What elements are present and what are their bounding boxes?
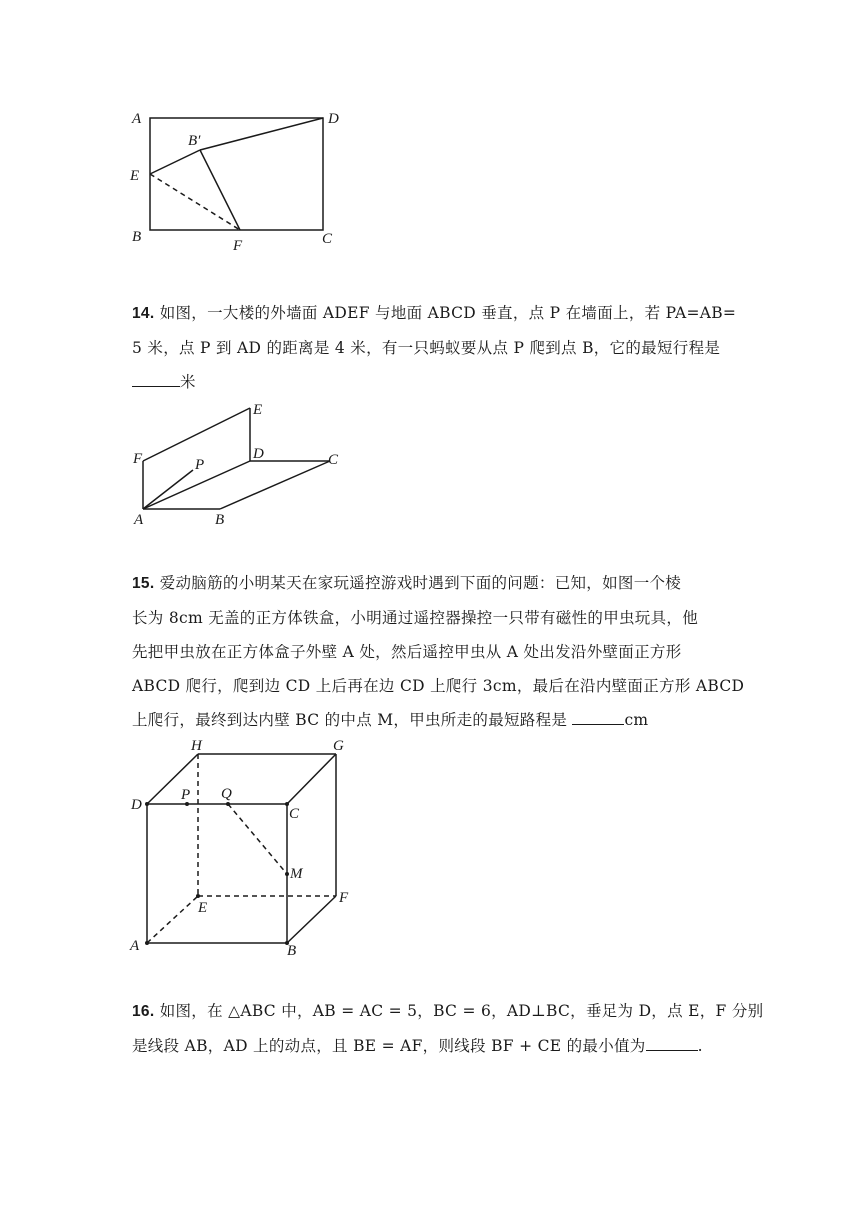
label-d: D	[131, 797, 142, 813]
label-b: B	[215, 512, 225, 528]
label-f: F	[339, 890, 349, 906]
problem-number: 16.	[132, 1003, 155, 1020]
problem-number: 14.	[132, 305, 155, 322]
problem-15-line-2: 长为 8cm 无盖的正方体铁盒，小明通过遥控器操控一只带有磁性的甲虫玩具，他	[132, 609, 698, 627]
label-e: E	[198, 900, 208, 916]
problem-14-line-1	[132, 296, 737, 331]
segment-b-prime-d	[200, 118, 323, 150]
label-a: A	[134, 512, 144, 528]
face-abcd	[147, 804, 287, 943]
problem-15	[132, 566, 745, 737]
problem-16-text-1: 如图，在 △ABC 中，AB = AC = 5，BC = 6，AD⊥BC，垂足为 D，点 E，F 分别	[159, 1002, 764, 1020]
problem-15-line-1	[132, 566, 732, 601]
problem-14-unit: 米	[180, 373, 196, 391]
problem-14	[132, 296, 737, 399]
label-a: A	[132, 111, 142, 127]
label-p: P	[181, 787, 191, 803]
edge-b-c	[220, 461, 330, 509]
problem-number: 15.	[132, 575, 155, 592]
label-e: E	[253, 402, 263, 418]
label-a: A	[130, 938, 140, 954]
problem-14-line-2: 5 米，点 P 到 AD 的距离是 4 米，有一只蚂蚁要从点 P 爬到点 B，它的最短行程是	[132, 339, 721, 357]
label-c: C	[328, 452, 339, 468]
edge-d-h	[147, 754, 198, 804]
problem-15-line-3: 先把甲虫放在正方体盒子外壁 A 处，然后遥控甲虫从 A 处出发沿外壁面正方形	[132, 643, 682, 661]
label-c: C	[289, 806, 300, 822]
problem-15-line-4: ABCD 爬行，爬到边 CD 上后再在边 CD 上爬行 3cm，最后在沿内壁面正方形 ABCD	[132, 677, 745, 695]
label-g: G	[333, 738, 344, 754]
path-q-m-dashed	[228, 804, 287, 874]
figure-15-cube	[125, 735, 365, 960]
edge-f-e	[143, 408, 250, 461]
point-m	[285, 872, 289, 876]
segment-e-b-prime	[150, 150, 200, 174]
point-a	[145, 941, 149, 945]
problem-14-text-1: 如图，一大楼的外墙面 ADEF 与地面 ABCD 垂直，点 P 在墙面上，若 PA=AB=	[159, 304, 737, 322]
label-m: M	[290, 866, 303, 882]
label-c: C	[322, 231, 333, 247]
label-b: B	[287, 943, 297, 959]
problem-15-text-5: 上爬行，最终到达内壁 BC 的中点 M，甲虫所走的最短路程是	[132, 711, 568, 729]
problem-15-text-1: 爱动脑筋的小明某天在家玩遥控游戏时遇到下面的问题：已知，如图一个棱	[159, 574, 682, 592]
edge-f-b	[287, 896, 336, 943]
edge-g-c	[287, 754, 336, 804]
point-d	[145, 802, 149, 806]
label-d: D	[328, 111, 339, 127]
problem-16-line-1	[132, 994, 764, 1029]
answer-blank[interactable]	[132, 368, 180, 387]
point-e	[196, 894, 200, 898]
problem-14-line-3	[132, 365, 732, 399]
problem-15-unit: cm	[624, 711, 649, 729]
label-f: F	[133, 451, 143, 467]
point-q	[226, 802, 230, 806]
label-h: H	[191, 738, 202, 754]
label-e: E	[130, 168, 140, 184]
label-b: B	[132, 229, 142, 245]
problem-16	[132, 994, 764, 1063]
problem-16-line-2	[132, 1029, 732, 1063]
label-d: D	[253, 446, 264, 462]
figure-13-rectangle-fold	[120, 100, 360, 260]
label-p: P	[195, 457, 205, 473]
rectangle-abcd	[150, 118, 323, 230]
label-b-prime: B′	[188, 133, 201, 149]
answer-blank[interactable]	[572, 706, 624, 725]
problem-16-text-2: 是线段 AB，AD 上的动点，且 BE = AF，则线段 BF + CE 的最小值为	[132, 1037, 646, 1055]
answer-blank[interactable]	[646, 1032, 698, 1051]
problem-16-period: .	[697, 1037, 703, 1055]
label-f: F	[233, 238, 243, 254]
problem-15-line-5	[132, 703, 732, 737]
figure-14-wall-and-ground	[125, 398, 355, 533]
hidden-edge-a-e	[147, 896, 198, 943]
label-q: Q	[221, 786, 232, 802]
